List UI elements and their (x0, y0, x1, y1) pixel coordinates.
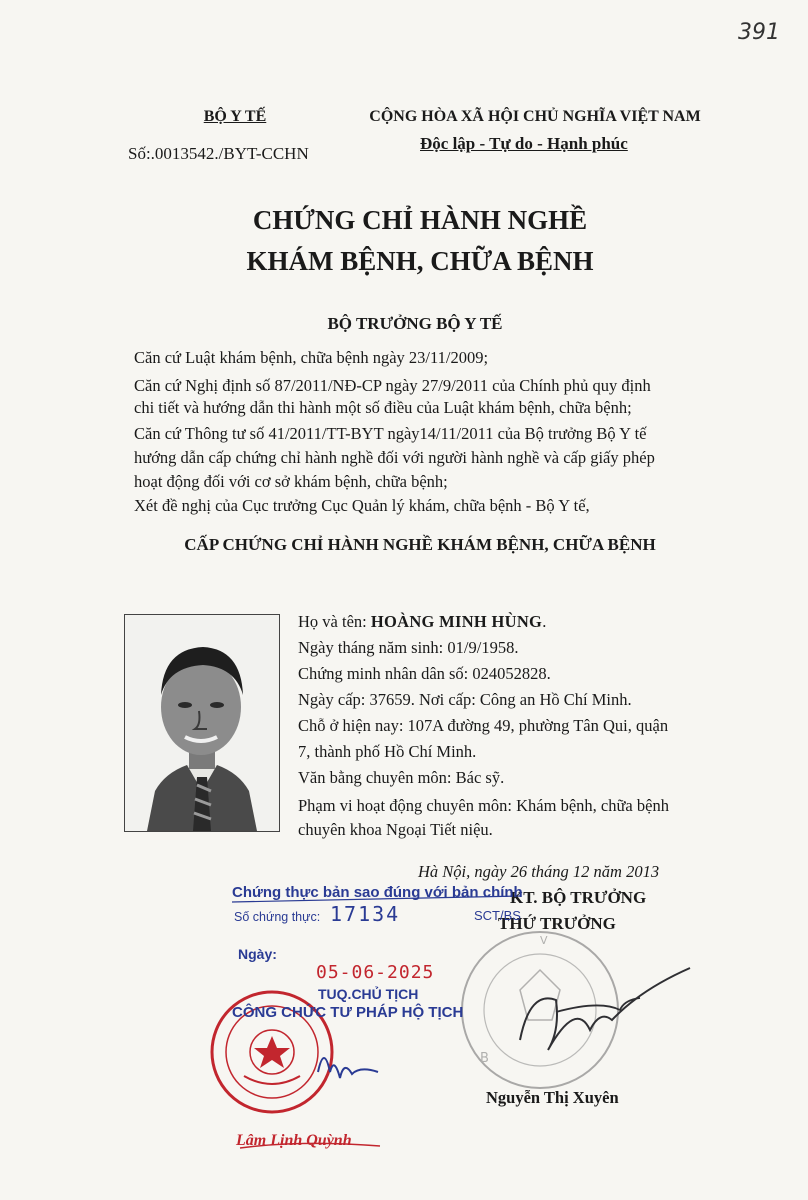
holder-degree: Văn bằng chuyên môn: Bác sỹ. (298, 768, 505, 787)
signer-role-line1: KT. BỘ TRƯỞNG (510, 888, 647, 907)
basis-line: Xét đề nghị của Cục trưởng Cục Quản lý khám, chữa bệnh - Bộ Y tế, (134, 496, 590, 515)
holder-address-line1: Chỗ ở hiện nay: 107A đường 49, phường Tân Qui, quận (298, 716, 669, 735)
basis-line: hướng dẫn cấp chứng chỉ hành nghề đối với người hành nghề và cấp giấy phép (134, 448, 655, 467)
holder-dob: Ngày tháng năm sinh: 01/9/1958. (298, 638, 519, 657)
issuer-heading: BỘ TRƯỞNG BỘ Y TẾ (327, 314, 503, 333)
document-number: Số:.0013542./BYT-CCHN (128, 144, 309, 163)
basis-line: Căn cứ Nghị định số 87/2011/NĐ-CP ngày 27/9/2011 của Chính phủ quy định (134, 376, 651, 395)
basis-line: Căn cứ Luật khám bệnh, chữa bệnh ngày 23/11/2009; (134, 348, 489, 367)
holder-scope-line2: chuyên khoa Ngoại Tiết niệu. (298, 820, 493, 839)
document-title-line1: CHỨNG CHỈ HÀNH NGHỀ (252, 205, 588, 235)
page-number: 391 (738, 20, 780, 45)
certification-official-name: Lâm Lịnh Quỳnh (236, 1132, 352, 1149)
grant-heading: CẤP CHỨNG CHỈ HÀNH NGHỀ KHÁM BỆNH, CHỮA BỆNH (184, 535, 656, 554)
certification-title: Chứng thực bản sao đúng với bản chính (232, 884, 523, 901)
signer-name: Nguyễn Thị Xuyên (486, 1088, 619, 1107)
certification-official-title: CÔNG CHỨC TƯ PHÁP HỘ TỊCH (232, 1004, 464, 1021)
republic-heading: CỘNG HÒA XÃ HỘI CHỦ NGHĨA VIỆT NAM (369, 108, 701, 125)
certification-date-label: Ngày: (238, 946, 277, 962)
holder-name: HOÀNG MINH HÙNG (370, 612, 543, 631)
holder-id-issue: Ngày cấp: 37659. Nơi cấp: Công an Hồ Chí Minh. (298, 690, 632, 709)
minister-signature-icon (520, 968, 690, 1050)
holder-id-number: Chứng minh nhân dân số: 024052828. (298, 664, 551, 683)
place-and-date: Hà Nội, ngày 26 tháng 12 năm 2013 (418, 862, 660, 881)
certification-date: 05-06-2025 (316, 962, 435, 983)
certification-role: TUQ.CHỦ TỊCH (318, 986, 419, 1002)
svg-text:V: V (540, 934, 548, 947)
signer-role-line2: THỨ TRƯỞNG (498, 914, 616, 933)
ministry-name: BỘ Y TẾ (203, 108, 267, 125)
certification-number: 17134 (330, 902, 401, 926)
certification-number-label: Số chứng thực: (234, 910, 321, 924)
basis-line: Căn cứ Thông tư số 41/2011/TT-BYT ngày14/11/2011 của Bộ trưởng Bộ Y tế (134, 424, 647, 443)
ministry-seal-icon (462, 932, 618, 1088)
svg-text:B: B (480, 1051, 489, 1066)
holder-scope-line1: Phạm vi hoạt động chuyên môn: Khám bệnh, chữa bệnh (298, 796, 669, 815)
holder-name-line: Họ và tên: HOÀNG MINH HÙNG. (298, 612, 547, 631)
holder-name-label: Họ và tên: (298, 612, 371, 631)
certification-number-suffix: SCT/BS (474, 908, 521, 923)
national-motto: Độc lập - Tự do - Hạnh phúc (420, 134, 628, 153)
basis-line: hoạt động đối với cơ sở khám bệnh, chữa bệnh; (134, 472, 448, 491)
basis-line: chi tiết và hướng dẫn thi hành một số điều của Luật khám bệnh, chữa bệnh; (134, 398, 632, 417)
holder-address-line2: 7, thành phố Hồ Chí Minh. (298, 742, 477, 761)
document-title-line2: KHÁM BỆNH, CHỮA BỆNH (246, 246, 594, 276)
